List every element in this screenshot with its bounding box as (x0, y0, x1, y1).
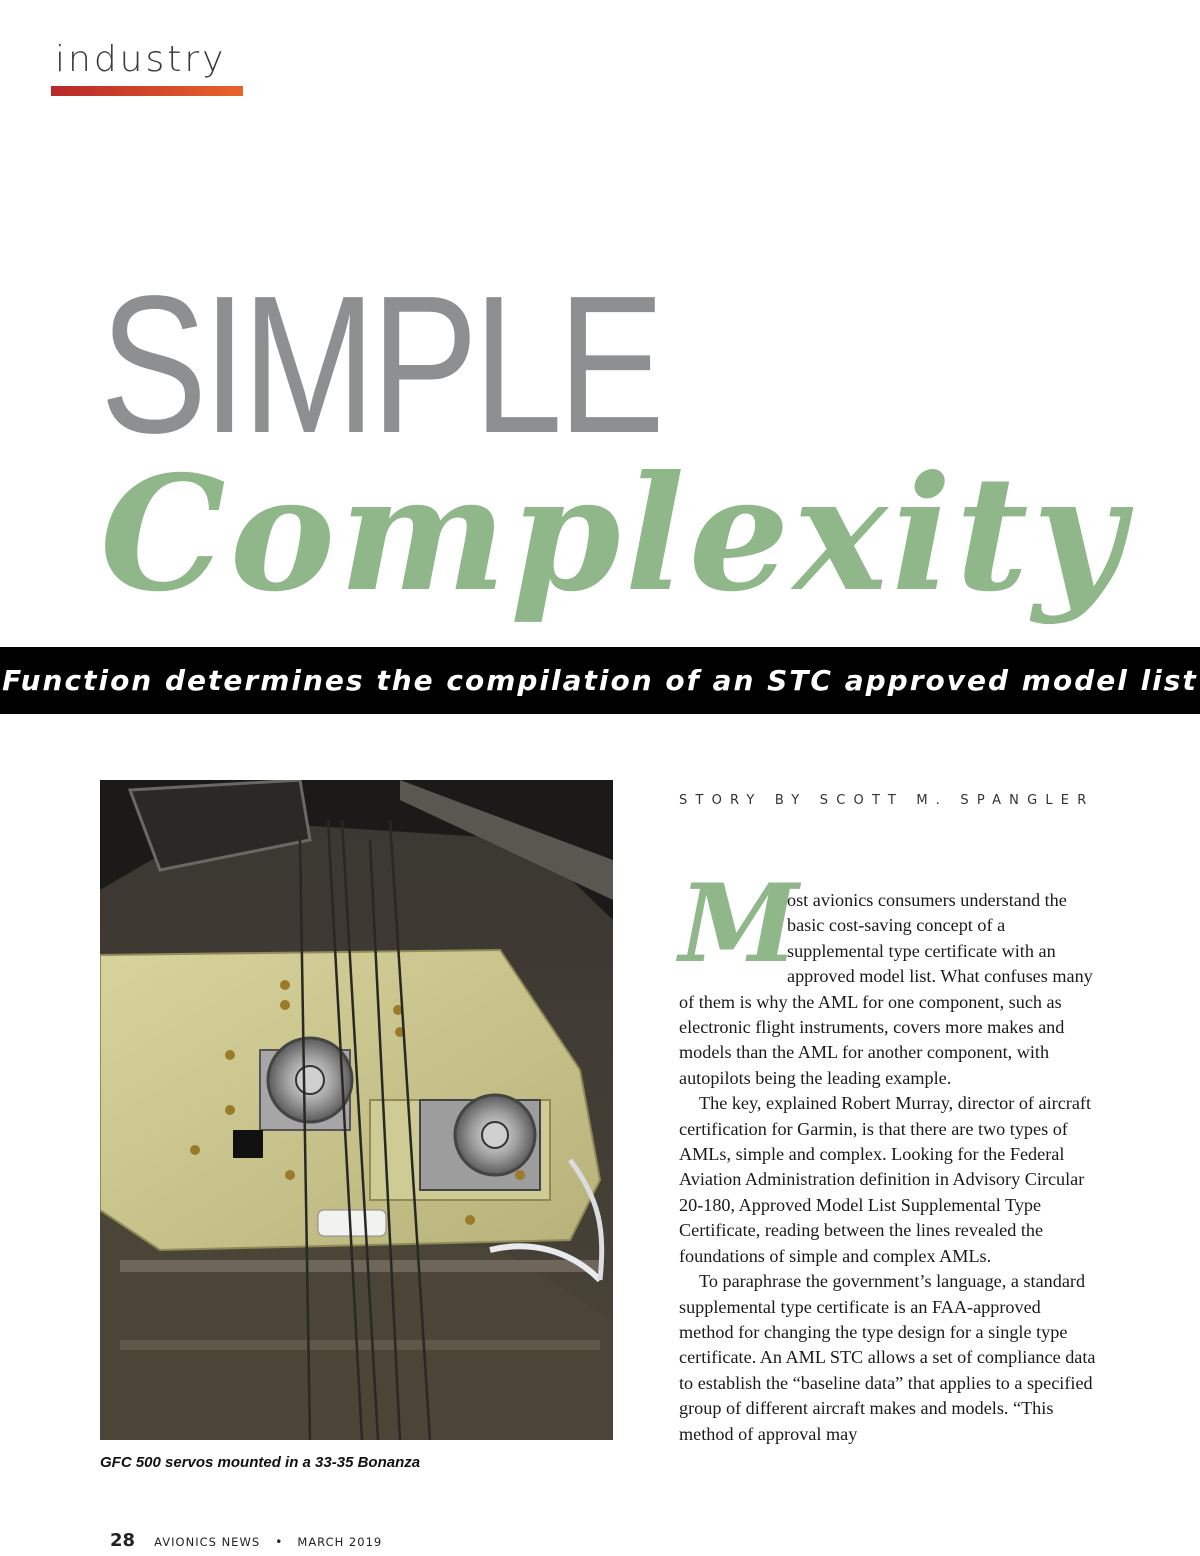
page-number: 28 (110, 1530, 136, 1551)
photo-caption: GFC 500 servos mounted in a 33-35 Bonanza (100, 1454, 421, 1471)
paragraph-1-text: ost avionics consumers understand the basic cost-saving concept of a supplemental type certificate with an approved model list. What confuses many of them is why the AML for one component, such as electronic flight instruments, covers more makes and models than the AML for another component, with autopilots being the leading example. (679, 890, 1093, 1088)
article-paragraph-2: The key, explained Robert Murray, director of aircraft certification for Garmin, is that there are two types of AMLs, simple and complex. Looking for the Federal Aviation Administration definition in Advisory Circular 20-180, Approved Model List Supplemental Type Certificate, reading between the lines revealed the foundations of simple and complex AMLs. (679, 1093, 1092, 1266)
headline-line-1: SIMPLE (100, 255, 660, 474)
article-body (679, 861, 1097, 1447)
article-paragraph-1 (679, 861, 1097, 1091)
footer-bullet: • (275, 1535, 283, 1549)
section-label: industry (55, 39, 227, 80)
article-paragraph-3: To paraphrase the government’s language, a standard supplemental type certificate is an FAA-approved method for changing the type design for a single type certificate. An AML STC allows a set of compliance data to establish the “baseline data” that applies to a specified group of different aircraft makes and models. “This method of approval may (679, 1271, 1096, 1444)
headline-line-2: Complexity (100, 442, 1129, 627)
servo-photo (100, 780, 613, 1440)
byline: STORY BY SCOTT M. SPANGLER (679, 793, 1095, 808)
publication-name: AVIONICS NEWS (154, 1535, 261, 1549)
deck-bar (0, 647, 1200, 714)
page-footer (110, 1530, 382, 1551)
section-rule (51, 86, 243, 96)
drop-cap: M (679, 861, 799, 987)
deck-text: Function determines the compilation of an STC approved model list (2, 664, 1198, 697)
issue-date: MARCH 2019 (297, 1535, 383, 1549)
